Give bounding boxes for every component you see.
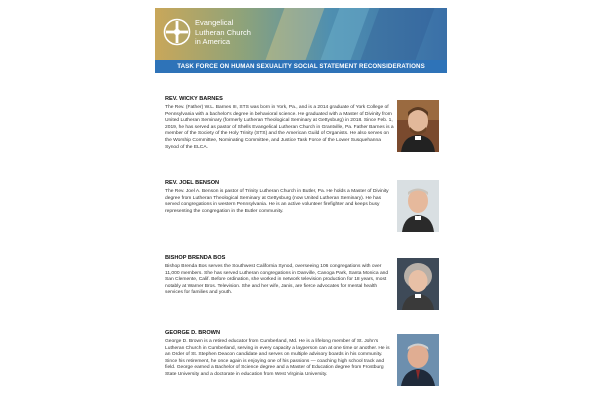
portrait-photo: [397, 100, 439, 152]
member-bio-benson: [165, 180, 395, 215]
portrait-photo: [397, 258, 439, 310]
header-banner: [155, 8, 447, 60]
member-name: REV. WICKY BARNES: [165, 96, 223, 102]
member-bio-brown: [165, 330, 395, 379]
org-name: Evangelical Lutheran Church in America: [195, 18, 251, 46]
task-force-title: TASK FORCE ON HUMAN SEXUALITY SOCIAL STATEMENT RECONSIDERATIONS: [155, 60, 447, 73]
member-bio-text: George D. Brown is a retired educator from Cumberland, Md. He is a lifelong member of St. John's Lutheran Church in Cumberland, serving in every capacity a layperson can at one time or another. He is an Order of St. Stephen Deacon candidate and serves on multiple advisory boards in his community. Since his retirement, he once again is enjoying one of his passions — coaching high school track and field. George earned a Bachelor of Science degree and a Master of Education degree from Frostburg State University and a doctorate in education from West Virginia University.: [165, 339, 390, 377]
member-bio-barnes: [165, 96, 395, 151]
document-page: [155, 8, 447, 400]
member-bio-bos: [165, 255, 395, 297]
member-bio-text: The Rev. Joel A. Benson is pastor of Trinity Lutheran Church in Butler, Pa. He holds a Master of Divinity degree from Lutheran Theological Seminary at Gettysburg (now United Lutheran Seminary). He has served congregations in western Pennsylvania. He is an active volunteer firefighter and keeps busy representing the congregation in the Butler community.: [165, 189, 389, 214]
portrait-photo: [397, 180, 439, 232]
member-name: GEORGE D. BROWN: [165, 330, 221, 336]
member-name: REV. JOEL BENSON: [165, 180, 220, 186]
member-bio-text: The Rev. (Father) W.L. Barnes III, STS was born in York, Pa., and is a 2014 graduate of York College of Pennsylvania with a bachelor's degree in behavioral science. He graduated with a Master of Divinity from United Lutheran Seminary (formerly Lutheran Theological Seminary at Gettysburg) in 2018. Since Feb. 1, 2019, he has served as pastor of Shells Evangelical Lutheran Church in Grantville, Pa. Father Barnes is a member of the Society of the Holy Trinity (STS) and the American Guild of Organists. He also serves on the Worship Committee, Nominating Committee, and Justice Task Force of the Lower Susquehanna Synod of the ELCA.: [165, 105, 394, 150]
member-bio-text: Bishop Brenda Bos serves the Southwest California Synod, overseeing 106 congregations with over 11,000 members. She has served Lutheran congregations in Danville, Canoga Park, Santa Monica and San Clemente, Calif. Before ordination, she worked in network television production for 18 years, most notably at Warner Bros. Television. She and her wife, Janis, are fierce advocates for mental health services for families and youth.: [165, 264, 389, 296]
portrait-photo: [397, 334, 439, 386]
elca-cross-logo-icon: [163, 18, 191, 46]
member-name: BISHOP BRENDA BOS: [165, 255, 226, 261]
